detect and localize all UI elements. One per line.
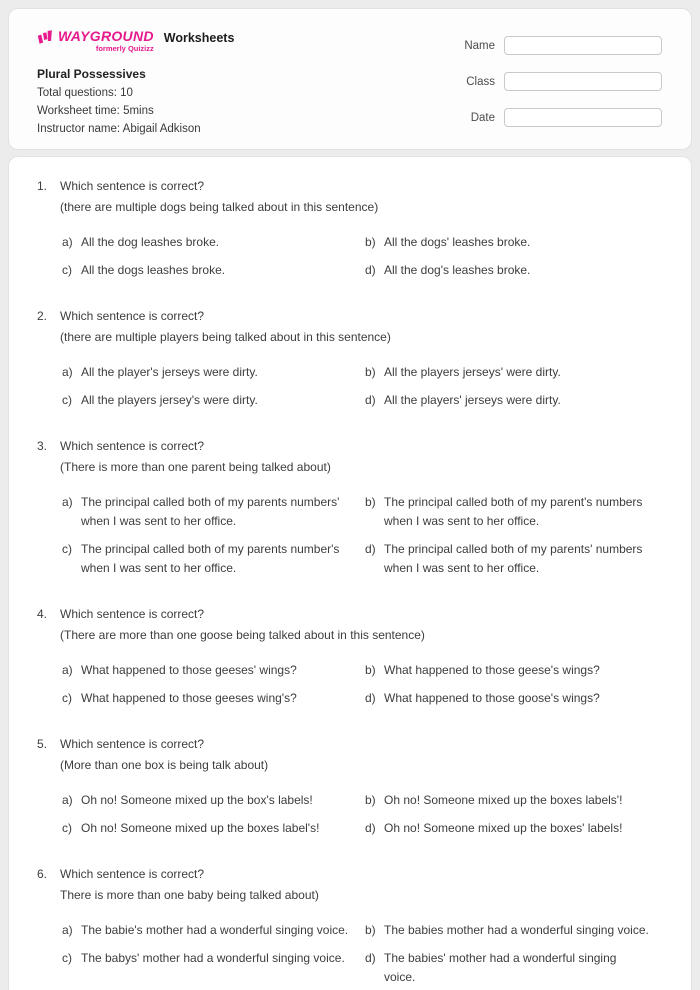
class-field-row [453, 72, 662, 91]
date-field-row [453, 108, 662, 127]
option-text: Oh no! Someone mixed up the boxes labels'! [384, 793, 623, 807]
option-letter: c) [62, 821, 72, 835]
option-text: The babys' mother had a wonderful singing voice. [81, 951, 345, 965]
option-text: Oh no! Someone mixed up the boxes label's! [81, 821, 320, 835]
option-letter: d) [365, 542, 376, 556]
option-text: The principal called both of my parents numbers' when I was sent to her office. [81, 495, 340, 528]
option-c [62, 391, 365, 410]
option-text: All the players jerseys' were dirty. [384, 365, 561, 379]
option-a [62, 921, 365, 940]
option-text: All the dogs' leashes broke. [384, 235, 531, 249]
worksheet-title: Plural Possessives [37, 67, 146, 81]
option-text: Oh no! Someone mixed up the boxes' labels! [384, 821, 623, 835]
option-text: The principal called both of my parents' numbers when I was sent to her office. [384, 542, 643, 575]
option-letter: b) [365, 663, 376, 677]
option-text: What happened to those geeses wing's? [81, 691, 297, 705]
question-6 [37, 864, 663, 987]
header-card [8, 8, 692, 150]
option-text: What happened to those goose's wings? [384, 691, 600, 705]
option-b [365, 661, 663, 680]
option-a [62, 493, 365, 531]
option-a [62, 791, 365, 810]
option-text: The babies' mother had a wonderful singing voice. [384, 951, 617, 984]
meta-total-questions: Total questions: 10 [37, 87, 133, 99]
option-letter: d) [365, 393, 376, 407]
option-letter: c) [62, 263, 72, 277]
option-letter: d) [365, 263, 376, 277]
question-prompt: Which sentence is correct? [60, 309, 205, 323]
option-text: The babie's mother had a wonderful singing voice. [81, 923, 349, 937]
header-info [37, 29, 234, 135]
option-text: The principal called both of my parent's numbers when I was sent to her office. [384, 495, 643, 528]
option-d [365, 391, 663, 410]
option-letter: c) [62, 951, 72, 965]
question-number: 6. [37, 867, 48, 881]
meta-worksheet-time: Worksheet time: 5mins [37, 105, 154, 117]
option-b [365, 233, 663, 252]
option-b [365, 493, 663, 531]
option-text: All the players jersey's were dirty. [81, 393, 258, 407]
option-letter: b) [365, 495, 376, 509]
question-number: 5. [37, 737, 48, 751]
option-text: What happened to those geeses' wings? [81, 663, 297, 677]
brand-name: WAYGROUND [58, 28, 154, 44]
option-b [365, 921, 663, 940]
options-grid [62, 791, 663, 838]
class-label: Class [466, 75, 495, 88]
question-3 [37, 436, 663, 578]
options-grid [62, 493, 663, 578]
option-letter: a) [62, 663, 73, 677]
option-a [62, 233, 365, 252]
option-d [365, 949, 663, 987]
option-letter: a) [62, 365, 73, 379]
option-letter: b) [365, 923, 376, 937]
questions-card [8, 156, 692, 990]
question-5 [37, 734, 663, 838]
question-note: (there are multiple dogs being talked about in this sentence) [60, 200, 379, 214]
option-d [365, 689, 663, 708]
question-number: 2. [37, 309, 48, 323]
class-input[interactable] [504, 72, 662, 91]
option-c [62, 689, 365, 708]
option-text: All the dog's leashes broke. [384, 263, 531, 277]
option-letter: b) [365, 793, 376, 807]
option-text: The principal called both of my parents number's when I was sent to her office. [81, 542, 340, 575]
option-c [62, 540, 365, 578]
option-letter: d) [365, 691, 376, 705]
option-letter: a) [62, 923, 73, 937]
options-grid [62, 363, 663, 410]
question-number: 1. [37, 179, 48, 193]
brand-tagline: formerly Quizizz [95, 44, 154, 53]
question-note: (there are multiple players being talked about in this sentence) [60, 330, 391, 344]
option-b [365, 363, 663, 382]
option-letter: a) [62, 793, 73, 807]
options-grid [62, 661, 663, 708]
option-d [365, 819, 663, 838]
question-prompt: Which sentence is correct? [60, 737, 205, 751]
option-text: All the dogs leashes broke. [81, 263, 226, 277]
question-2 [37, 306, 663, 410]
option-letter: c) [62, 691, 72, 705]
option-text: Oh no! Someone mixed up the box's labels! [81, 793, 313, 807]
question-prompt: Which sentence is correct? [60, 439, 205, 453]
date-input[interactable] [504, 108, 662, 127]
option-letter: b) [365, 235, 376, 249]
name-label: Name [464, 39, 495, 52]
question-number: 3. [37, 439, 48, 453]
wayground-logo-icon [37, 30, 54, 49]
option-letter: a) [62, 495, 73, 509]
option-letter: d) [365, 951, 376, 965]
question-number: 4. [37, 607, 48, 621]
question-prompt: Which sentence is correct? [60, 607, 205, 621]
option-letter: c) [62, 393, 72, 407]
option-text: All the players' jerseys were dirty. [384, 393, 561, 407]
options-grid [62, 233, 663, 280]
question-note: (There is more than one parent being talked about) [60, 460, 331, 474]
worksheets-label: Worksheets [163, 31, 235, 45]
option-c [62, 949, 365, 987]
meta-instructor-name: Instructor name: Abigail Adkison [37, 123, 201, 135]
name-input[interactable] [504, 36, 662, 55]
option-d [365, 540, 663, 578]
question-note: (More than one box is being talk about) [60, 758, 269, 772]
option-a [62, 363, 365, 382]
option-c [62, 819, 365, 838]
question-1 [37, 176, 663, 280]
question-note: (There are more than one goose being talked about in this sentence) [60, 628, 425, 642]
wayground-logo [37, 29, 154, 54]
question-4 [37, 604, 663, 708]
option-a [62, 661, 365, 680]
question-note: There is more than one baby being talked about) [60, 888, 319, 902]
option-letter: b) [365, 365, 376, 379]
question-prompt: Which sentence is correct? [60, 867, 205, 881]
logo-text [58, 29, 154, 54]
option-text: What happened to those geese's wings? [384, 663, 600, 677]
question-prompt: Which sentence is correct? [60, 179, 205, 193]
option-letter: d) [365, 821, 376, 835]
brand-row [37, 29, 234, 54]
option-letter: c) [62, 542, 72, 556]
student-fields [453, 29, 663, 135]
option-text: All the player's jerseys were dirty. [81, 365, 258, 379]
options-grid [62, 921, 663, 987]
option-b [365, 791, 663, 810]
option-c [62, 261, 365, 280]
option-text: All the dog leashes broke. [81, 235, 220, 249]
name-field-row [453, 36, 662, 55]
option-letter: a) [62, 235, 73, 249]
option-d [365, 261, 663, 280]
option-text: The babies mother had a wonderful singing voice. [384, 923, 649, 937]
date-label: Date [470, 111, 495, 124]
